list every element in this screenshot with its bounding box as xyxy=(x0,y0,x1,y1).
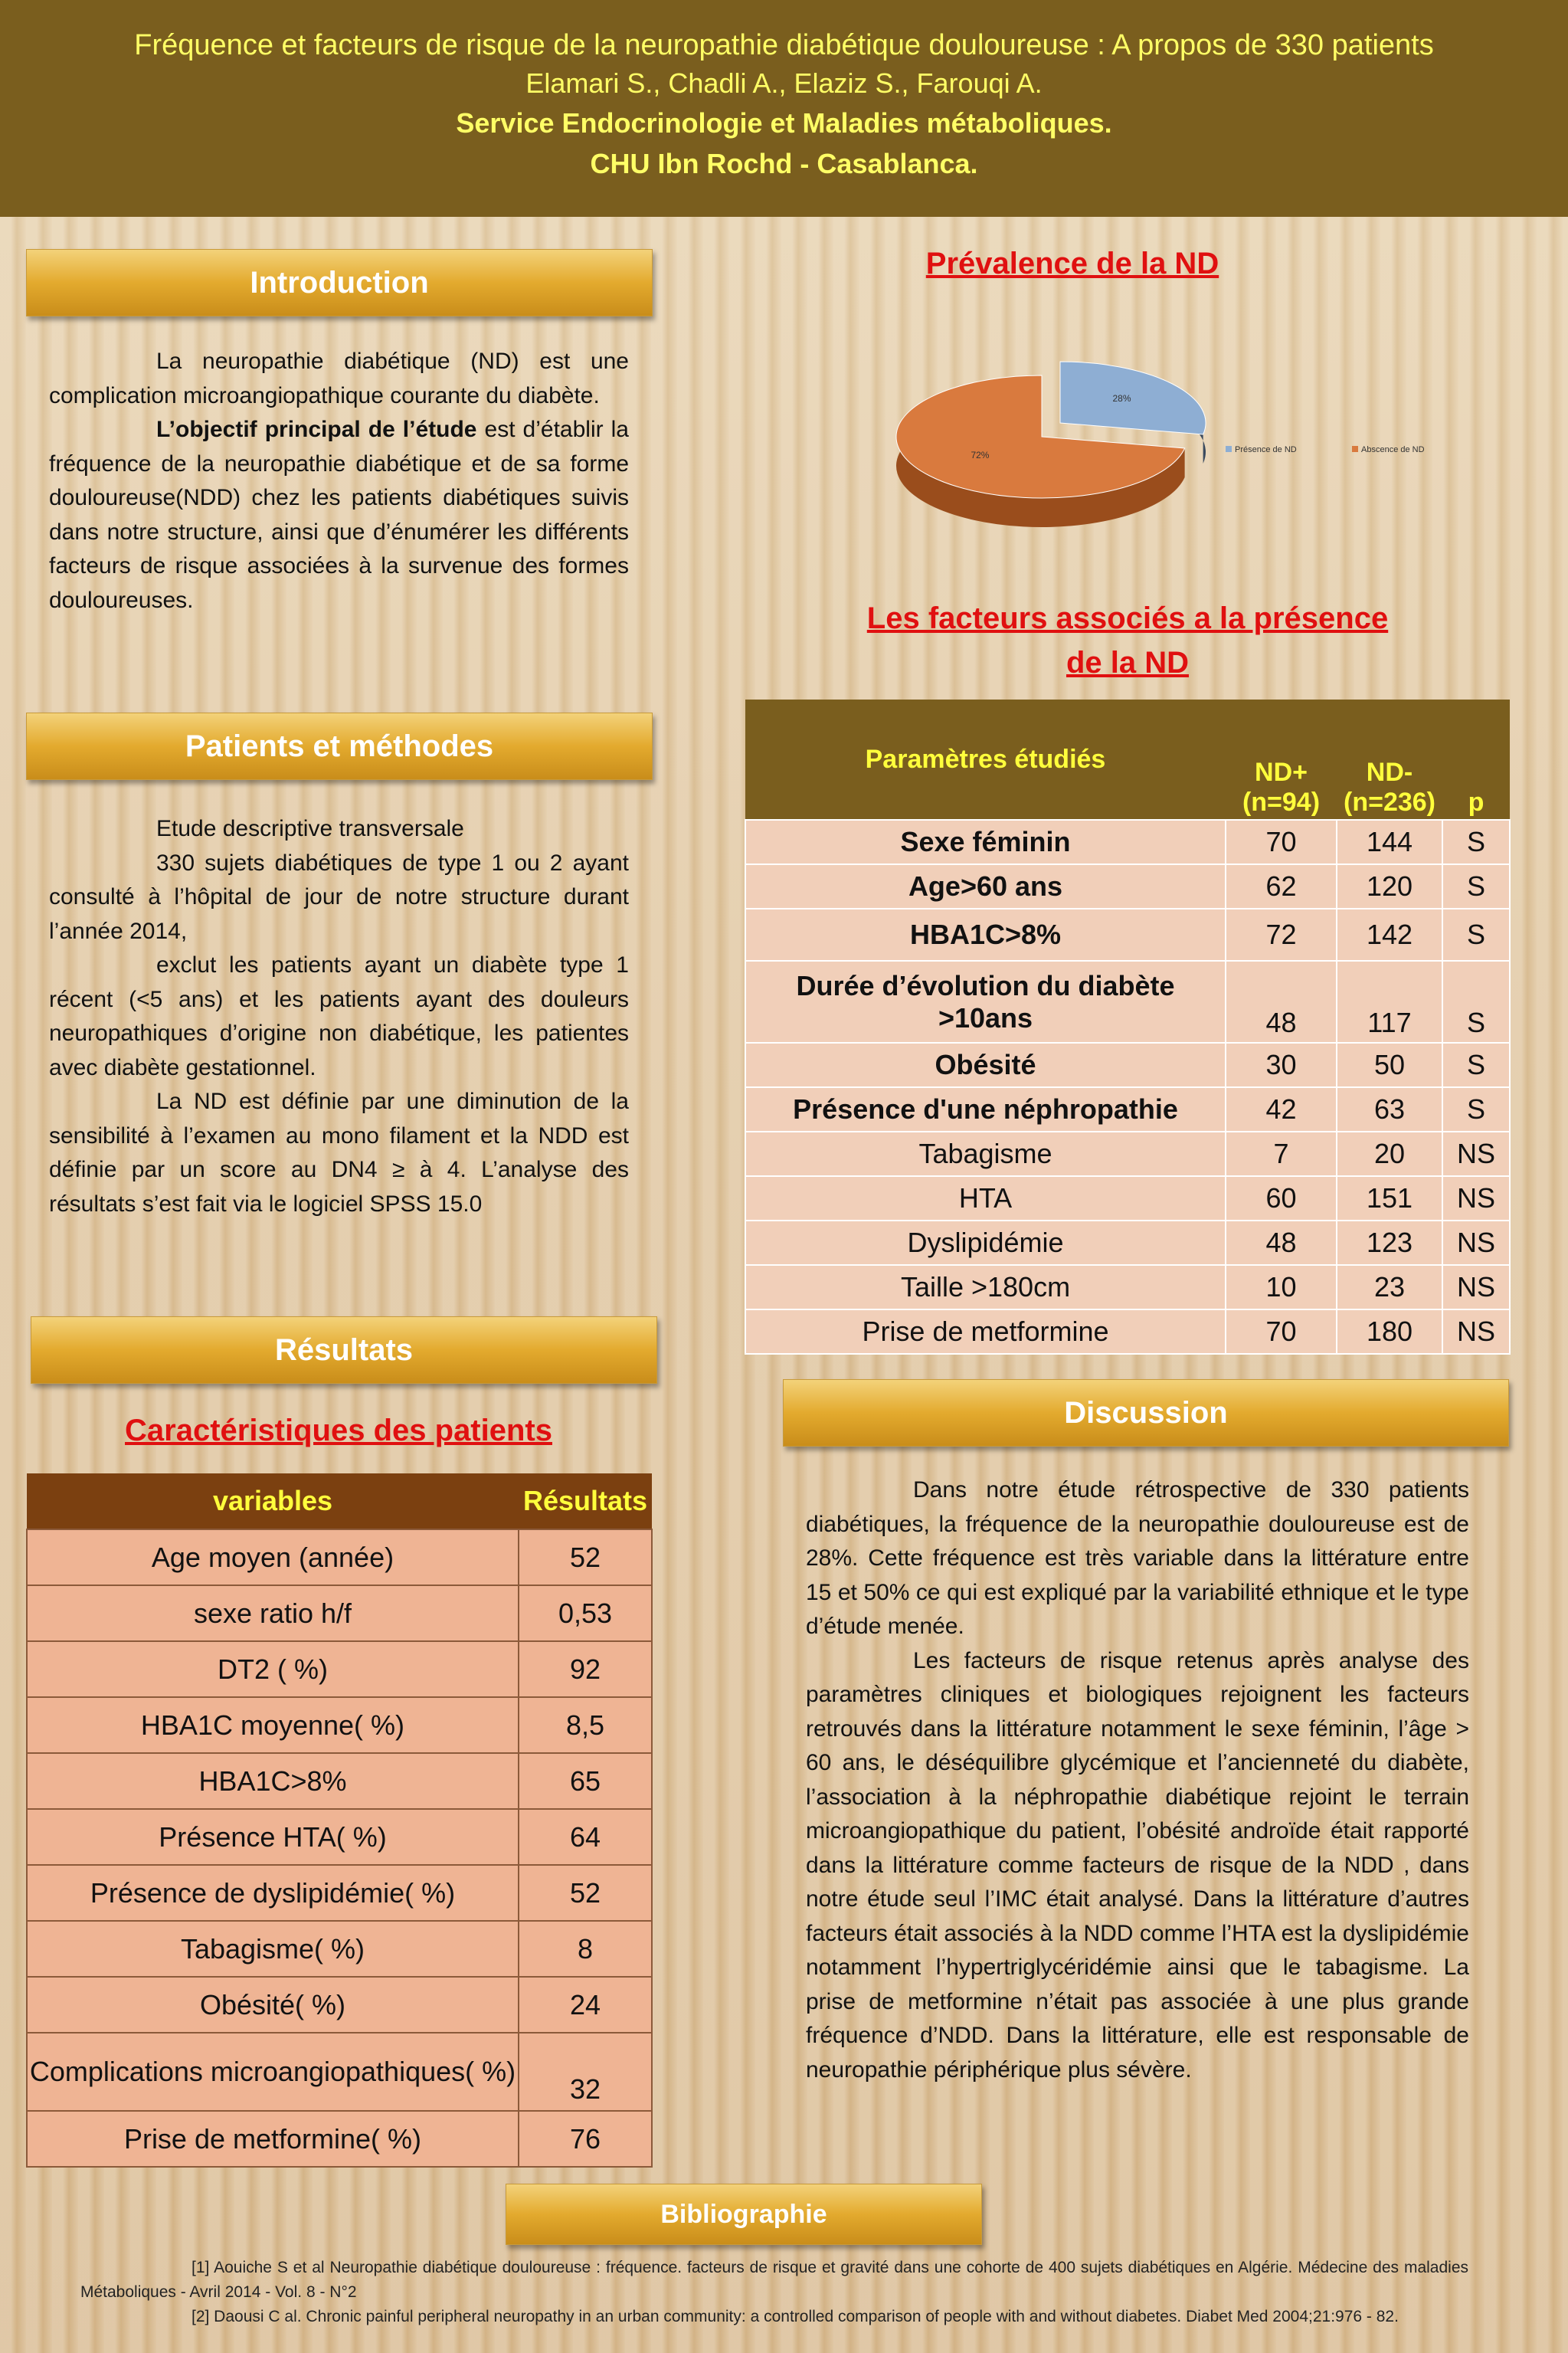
table-cell: 62 xyxy=(1226,864,1337,909)
table-cell: 30 xyxy=(1226,1043,1337,1087)
prevalence-pie-chart xyxy=(781,329,1471,544)
table-cell: HBA1C moyenne( %) xyxy=(27,1697,519,1753)
discussion-heading: Discussion xyxy=(783,1379,1509,1447)
table-cell: 48 xyxy=(1226,1221,1337,1265)
table-cell: 142 xyxy=(1337,909,1442,961)
table-row xyxy=(745,1043,1510,1087)
table-cell: Obésité xyxy=(745,1043,1226,1087)
table-cell: 48 xyxy=(1226,961,1337,1043)
pie-data-label: 28% xyxy=(1112,392,1131,404)
table-cell: Sexe féminin xyxy=(745,820,1226,864)
table-cell: 52 xyxy=(519,1865,652,1921)
table-row xyxy=(745,1221,1510,1265)
column-header: ND- (n=236) xyxy=(1337,700,1442,820)
table-cell: S xyxy=(1442,864,1510,909)
table-cell: 151 xyxy=(1337,1176,1442,1221)
table-cell: S xyxy=(1442,909,1510,961)
table-row xyxy=(745,820,1510,864)
methods-text xyxy=(49,812,629,1221)
factors-table xyxy=(745,700,1511,1355)
table-cell: 10 xyxy=(1226,1265,1337,1309)
table-cell: NS xyxy=(1442,1176,1510,1221)
table-cell: NS xyxy=(1442,1309,1510,1354)
table-cell: DT2 ( %) xyxy=(27,1641,519,1697)
column-header: variables xyxy=(27,1473,519,1529)
discussion-paragraph-1: Dans notre étude rétrospective de 330 patients diabétiques, la fréquence de la neuropathie douloureuse est de 28%. Cette fréquence est très variable dans la littérature entre 15 et 50% ce qui est expliqué par la variabilité ethnique et le type d’étude menée. xyxy=(806,1477,1469,1639)
introduction-heading: Introduction xyxy=(26,249,653,316)
prevalence-title: Prévalence de la ND xyxy=(925,247,1219,280)
table-row xyxy=(745,1132,1510,1176)
table-cell: 24 xyxy=(519,1977,652,2033)
table-cell: S xyxy=(1442,820,1510,864)
table-cell: 8 xyxy=(519,1921,652,1977)
column-header: ND+ (n=94) xyxy=(1226,700,1337,820)
pie-slice xyxy=(1060,362,1206,434)
objective-text: est d’établir la fréquence de la neuropathie diabétique et de sa forme douloureuse(NDD) chez les patients diabétiques suivis dans notre structure, ainsi que d’énumérer les différents facteurs de risque associées à la survenue des formes douloureuses. xyxy=(49,417,629,613)
results-heading: Résultats xyxy=(31,1316,657,1384)
table-cell: sexe ratio h/f xyxy=(27,1585,519,1641)
table-cell: Prise de metformine( %) xyxy=(27,2111,519,2167)
introduction-paragraph-1: La neuropathie diabétique (ND) est une complication microangiopathique courante du diabète. xyxy=(49,349,629,408)
table-row xyxy=(27,1977,652,2033)
characteristics-title: Caractéristiques des patients xyxy=(125,1414,552,1447)
table-cell: Tabagisme( %) xyxy=(27,1921,519,1977)
factors-title xyxy=(745,596,1511,685)
table-cell: Prise de metformine xyxy=(745,1309,1226,1354)
table-cell: 123 xyxy=(1337,1221,1442,1265)
discussion-text xyxy=(806,1473,1469,2087)
table-cell: 50 xyxy=(1337,1043,1442,1087)
objective-label: L’objectif principal de l’étude xyxy=(156,417,477,442)
table-row xyxy=(745,1176,1510,1221)
bibliography-heading: Bibliographie xyxy=(506,2184,982,2245)
table-row xyxy=(27,1921,652,1977)
table-cell: 144 xyxy=(1337,820,1442,864)
methods-heading: Patients et méthodes xyxy=(26,713,653,780)
table-row xyxy=(745,961,1510,1043)
table-header-row xyxy=(745,700,1510,820)
factors-title-line-2: de la ND xyxy=(1066,646,1190,680)
table-cell: Obésité( %) xyxy=(27,1977,519,2033)
methods-paragraph-1: Etude descriptive transversale xyxy=(156,816,464,841)
table-cell: Présence d'une néphropathie xyxy=(745,1087,1226,1132)
bibliography-text xyxy=(80,2256,1468,2329)
column-header: Résultats xyxy=(519,1473,652,1529)
table-row xyxy=(27,2033,652,2111)
table-row xyxy=(745,909,1510,961)
introduction-paragraph-2 xyxy=(49,413,629,618)
table-cell: NS xyxy=(1442,1132,1510,1176)
table-cell: NS xyxy=(1442,1221,1510,1265)
poster-title: Fréquence et facteurs de risque de la neuropathie diabétique douloureuse : A propos de 330 patients xyxy=(134,29,1434,61)
characteristics-table xyxy=(26,1473,653,2168)
legend-label: Présence de ND xyxy=(1235,445,1297,454)
table-cell: HBA1C>8% xyxy=(27,1753,519,1809)
table-cell: 63 xyxy=(1337,1087,1442,1132)
legend-swatch xyxy=(1352,446,1358,452)
introduction-text xyxy=(49,345,629,618)
legend-swatch xyxy=(1226,446,1232,452)
table-row xyxy=(27,1697,652,1753)
table-cell: 117 xyxy=(1337,961,1442,1043)
table-cell: 52 xyxy=(519,1529,652,1585)
table-cell: Dyslipidémie xyxy=(745,1221,1226,1265)
poster-header xyxy=(0,0,1568,217)
poster-service: Service Endocrinologie et Maladies métaboliques. xyxy=(456,107,1112,139)
factors-title-line-1: Les facteurs associés a la présence xyxy=(866,601,1389,635)
table-cell: 76 xyxy=(519,2111,652,2167)
table-row xyxy=(745,864,1510,909)
table-cell: S xyxy=(1442,1087,1510,1132)
methods-paragraph-4: La ND est définie par une diminution de la sensibilité à l’examen au mono filament et la NDD est définie par un score au DN4 ≥ à 4. L’analyse des résultats s’est fait via le logiciel SPSS 15.0 xyxy=(49,1089,629,1217)
table-row xyxy=(27,1641,652,1697)
table-row xyxy=(745,1309,1510,1354)
table-cell: NS xyxy=(1442,1265,1510,1309)
table-cell: Age>60 ans xyxy=(745,864,1226,909)
table-cell: 72 xyxy=(1226,909,1337,961)
table-cell: 65 xyxy=(519,1753,652,1809)
table-cell: Durée d’évolution du diabète >10ans xyxy=(745,961,1226,1043)
column-header: Paramètres étudiés xyxy=(745,700,1226,820)
column-header: p xyxy=(1442,700,1510,820)
table-cell: Présence HTA( %) xyxy=(27,1809,519,1865)
table-cell: S xyxy=(1442,1043,1510,1087)
legend-label: Abscence de ND xyxy=(1361,445,1425,454)
table-cell: Présence de dyslipidémie( %) xyxy=(27,1865,519,1921)
poster-hospital: CHU Ibn Rochd - Casablanca. xyxy=(590,148,978,179)
methods-paragraph-3: exclut les patients ayant un diabète type 1 récent (<5 ans) et les patients ayant des douleurs neuropathiques d’origine non diabétique, les patientes avec diabète gestationnel. xyxy=(49,952,629,1080)
table-cell: HBA1C>8% xyxy=(745,909,1226,961)
table-header-row xyxy=(27,1473,652,1529)
table-row xyxy=(745,1265,1510,1309)
discussion-paragraph-2: Les facteurs de risque retenus après analyse des paramètres cliniques et biologiques rejoignent les facteurs retrouvés dans la littérature notamment le sexe féminin, l’âge > 60 ans, le déséquilibre glycémique et l’ancienneté du diabète, l’association à la néphropathie diabétique rejoint le terrain microangiopathique du patient, l’obésité androïde était rapporté dans la littérature comme facteurs de risque de la NDD , dans notre étude seul l’IMC était analysé. Dans la littérature d’autres facteurs était associés à la NDD comme l’HTA est la dyslipidémie notamment l’hypertriglycéridémie ainsi que le tabagisme. La prise de metformine n’était pas associée à une plus grande fréquence d’NDD. Dans la littérature, elle est responsable de neuropathie périphérique plus sévère. xyxy=(806,1647,1469,2083)
table-cell: Age moyen (année) xyxy=(27,1529,519,1585)
table-row xyxy=(27,1809,652,1865)
table-cell: 23 xyxy=(1337,1265,1442,1309)
table-cell: 20 xyxy=(1337,1132,1442,1176)
table-cell: 64 xyxy=(519,1809,652,1865)
reference-2: [2] Daousi C al. Chronic painful peripheral neuropathy in an urban community: a controlled comparison of people with and without diabetes. Diabet Med 2004;21:976 - 82. xyxy=(191,2308,1399,2325)
table-cell: Tabagisme xyxy=(745,1132,1226,1176)
table-cell: 7 xyxy=(1226,1132,1337,1176)
table-cell: 42 xyxy=(1226,1087,1337,1132)
table-row xyxy=(27,1753,652,1809)
table-cell: 70 xyxy=(1226,820,1337,864)
table-cell: Taille >180cm xyxy=(745,1265,1226,1309)
table-row xyxy=(27,1585,652,1641)
table-cell: 8,5 xyxy=(519,1697,652,1753)
table-cell: 60 xyxy=(1226,1176,1337,1221)
table-cell: 32 xyxy=(519,2033,652,2111)
table-cell: 0,53 xyxy=(519,1585,652,1641)
table-cell: HTA xyxy=(745,1176,1226,1221)
table-cell: 120 xyxy=(1337,864,1442,909)
table-cell: 70 xyxy=(1226,1309,1337,1354)
pie-data-label: 72% xyxy=(971,450,990,461)
table-row xyxy=(27,1529,652,1585)
table-cell: 92 xyxy=(519,1641,652,1697)
poster-authors: Elamari S., Chadli A., Elaziz S., Farouqi A. xyxy=(525,67,1043,99)
table-row xyxy=(27,2111,652,2167)
table-cell: 180 xyxy=(1337,1309,1442,1354)
table-cell: S xyxy=(1442,961,1510,1043)
reference-1: [1] Aouiche S et al Neuropathie diabétique douloureuse : fréquence. facteurs de risque et gravité dans une cohorte de 400 sujets diabétiques en Algérie. Médecine des maladies Métaboliques - Avril 2014 - Vol. 8 - N°2 xyxy=(80,2259,1468,2301)
table-cell: Complications microangiopathiques( %) xyxy=(27,2033,519,2111)
methods-paragraph-2: 330 sujets diabétiques de type 1 ou 2 ayant consulté à l’hôpital de jour de notre structure durant l’année 2014, xyxy=(49,850,629,944)
table-row xyxy=(27,1865,652,1921)
table-row xyxy=(745,1087,1510,1132)
